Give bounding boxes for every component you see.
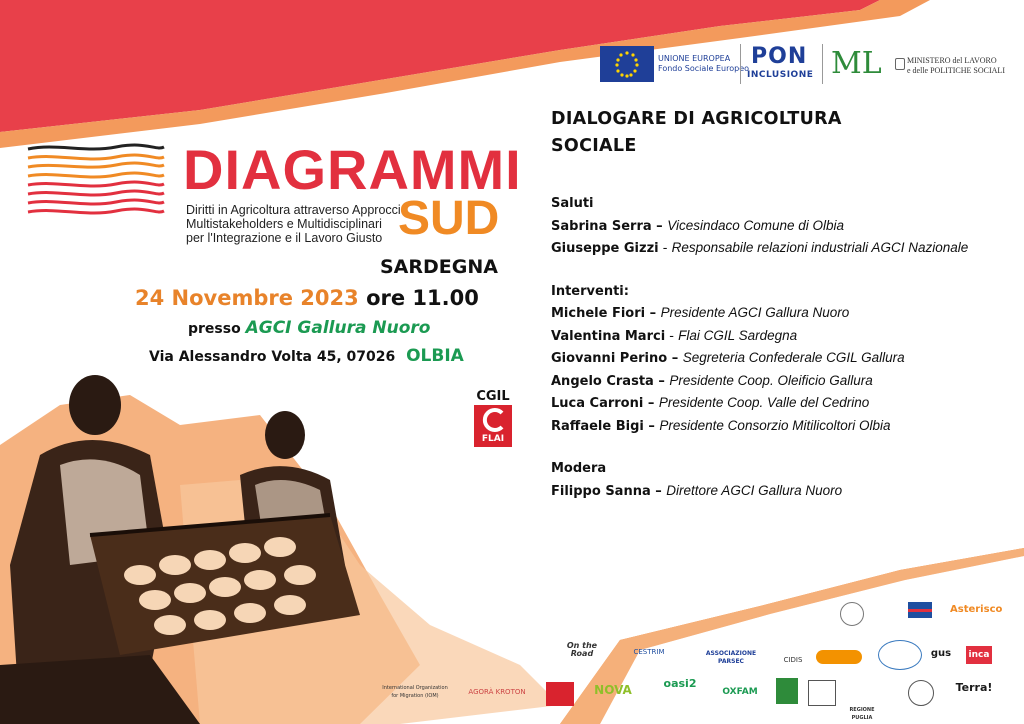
pon-subtitle: INCLUSIONE: [747, 70, 814, 80]
partner-red-logo: [546, 682, 574, 706]
speaker-role: Presidente Coop. Oleificio Gallura: [669, 372, 873, 388]
speaker-sep: –: [643, 396, 659, 411]
partner-green-logo: [776, 678, 798, 704]
program-list: [551, 193, 991, 502]
speaker-name: Valentina Marci: [551, 328, 666, 344]
spacer: [551, 437, 991, 458]
workers-photo: [0, 365, 580, 724]
speaker-role: Segreteria Confederale CGIL Gallura: [682, 350, 905, 365]
speaker-sep: –: [650, 483, 667, 499]
eu-label: [658, 54, 749, 74]
subtitle-line: Multistakeholders e Multidisciplinari: [186, 217, 382, 231]
partner-oxfam: OXFAM: [722, 687, 758, 697]
ministero-line2: e delle POLITICHE SOCIALI: [907, 66, 1005, 75]
partner-asterisco: Asterisco: [950, 604, 1003, 615]
header-logos: [600, 44, 1005, 86]
speaker-name: Giovanni Perino: [551, 351, 668, 366]
ministero-label: [907, 56, 1005, 76]
partner-on-the-road: On the Road: [566, 641, 598, 658]
cgil-label: CGIL: [476, 389, 510, 404]
spacer: [551, 260, 991, 281]
waves-logo-icon: [26, 143, 166, 223]
speaker-sep: -: [658, 241, 672, 256]
speaker-sep: –: [653, 373, 670, 389]
speaker-role: Direttore AGCI Gallura Nuoro: [666, 482, 843, 498]
speaker-item: [551, 392, 991, 415]
section-saluti: Saluti: [551, 196, 594, 211]
speaker-item: [551, 325, 991, 348]
speaker-name: Sabrina Serra: [551, 218, 652, 234]
partner-round-logo: [878, 640, 922, 670]
partner-cestrim: CESTRIM: [633, 648, 665, 656]
partner-gus: gus: [930, 648, 952, 659]
partner-terra: Terra!: [955, 681, 993, 694]
speaker-sep: -: [665, 328, 679, 344]
partner-flag-icon: [906, 600, 934, 620]
event-address: Via Alessandro Volta 45, 07026: [149, 349, 396, 365]
partner-inca: inca: [966, 646, 992, 664]
speaker-role: Vicesindaco Comune di Olbia: [667, 217, 845, 233]
speaker-role: Presidente AGCI Gallura Nuoro: [660, 305, 850, 320]
presso-label: presso: [188, 321, 241, 337]
ministero-logo: [822, 44, 1005, 84]
program-title-line2: SOCIALE: [551, 136, 637, 156]
event-subtitle: [186, 203, 416, 245]
speaker-name: Luca Carroni: [551, 396, 644, 411]
speaker-sep: –: [651, 218, 668, 234]
eu-flag-icon: [600, 46, 654, 82]
event-datetime: [135, 286, 479, 310]
speaker-item: [551, 347, 991, 370]
partner-grey-logo: [808, 680, 836, 706]
speaker-name: Raffaele Bigi: [551, 418, 644, 434]
speaker-item: [551, 415, 991, 438]
partner-oasi2: oasi2: [663, 677, 697, 690]
speaker-name: Michele Fiori: [551, 306, 646, 321]
partner-regione-puglia: REGIONE PUGLIA: [849, 707, 875, 721]
speaker-role: Presidente Consorzio Mitilicoltori Olbia: [659, 417, 891, 433]
ml-mark: ML: [831, 46, 882, 81]
partner-orange-logo: [816, 650, 862, 664]
section-interventi: Interventi:: [551, 283, 629, 299]
speaker-sep: –: [667, 351, 683, 366]
speaker-sep: –: [643, 418, 660, 434]
event-title-sud: SUD: [398, 192, 500, 245]
event-region: SARDEGNA: [380, 256, 498, 278]
event-address-line: [149, 346, 464, 366]
section-modera: Modera: [551, 461, 607, 476]
italian-crest-icon: [895, 58, 905, 70]
ministero-line1: MINISTERO del LAVORO: [907, 56, 997, 65]
eu-label-line2: Fondo Sociale Europeo: [658, 64, 750, 73]
speaker-sep: –: [645, 306, 661, 321]
program-title-line1: DIALOGARE DI AGRICOLTURA: [551, 109, 842, 129]
partner-iom: International Organization for Migration (IOM): [382, 685, 448, 699]
speaker-item: [551, 480, 991, 503]
event-date: 24 Novembre 2023: [135, 286, 359, 310]
event-title: DIAGRAMMI: [183, 138, 522, 201]
event-city: OLBIA: [406, 346, 464, 366]
partner-agora: AGORÀ KROTON: [468, 688, 526, 696]
subtitle-line: per l'Integrazione e il Lavoro Giusto: [186, 231, 383, 245]
speaker-role: Presidente Coop. Valle del Cedrino: [658, 395, 870, 410]
partner-cidis: CIDIS: [783, 656, 803, 664]
pon-title: PON: [751, 44, 808, 69]
event-time: ore 11.00: [366, 286, 479, 310]
speaker-name: Angelo Crasta: [551, 373, 654, 389]
pon-inclusione-logo: [740, 44, 813, 84]
speaker-name: Filippo Sanna: [551, 483, 651, 499]
speaker-item: [551, 237, 991, 260]
partner-parsec: ASSOCIAZIONE PARSEC: [705, 650, 757, 665]
partner-nova: NOVA: [594, 683, 632, 697]
event-venue-line: [188, 318, 430, 338]
speaker-item: [551, 302, 991, 325]
speaker-item: [551, 215, 991, 238]
partner-crest-icon: [840, 602, 864, 626]
subtitle-line: Diritti in Agricoltura attraverso Approcci: [186, 203, 401, 217]
speaker-role: Flai CGIL Sardegna: [678, 327, 798, 343]
event-venue: AGCI Gallura Nuoro: [245, 318, 431, 338]
flai-label: FLAI: [481, 434, 505, 444]
speaker-item: [551, 370, 991, 393]
program-title: [551, 106, 911, 160]
partner-sardegna-crest: [908, 680, 934, 706]
speaker-role: Responsabile relazioni industriali AGCI Nazionale: [671, 240, 969, 255]
eu-label-line1: UNIONE EUROPEA: [658, 54, 731, 63]
speaker-name: Giuseppe Gizzi: [551, 241, 659, 256]
